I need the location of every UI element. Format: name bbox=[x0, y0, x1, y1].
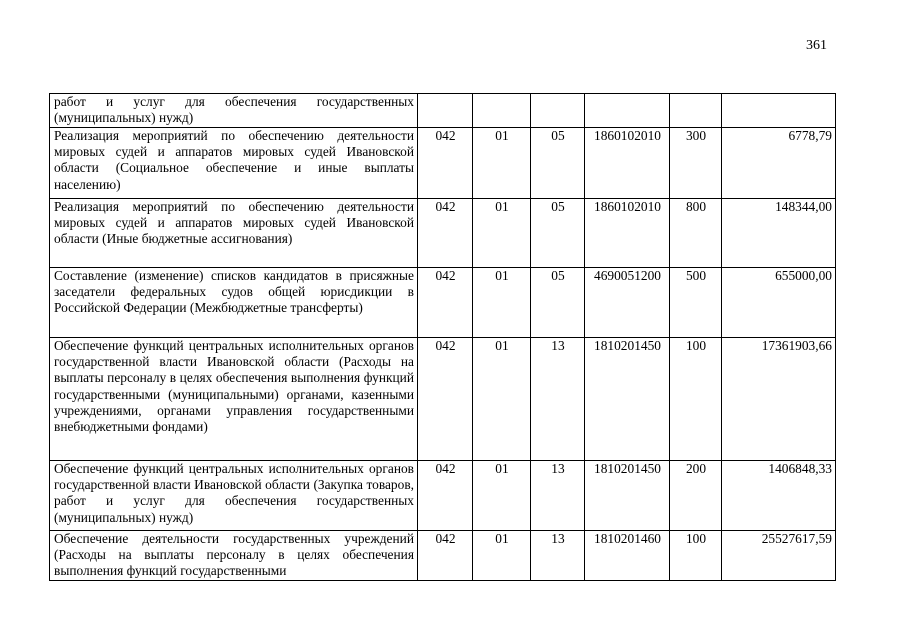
subsection-cell bbox=[531, 94, 585, 128]
row-description: Обеспечение функций центральных исполнительных органов государственной власти Ивановской области (Закупка товаров, работ и услуг для обеспечения государственных (муниципальных) нужд) bbox=[50, 461, 418, 531]
budget-table bbox=[49, 93, 836, 581]
expense-type-cell: 200 bbox=[670, 461, 722, 531]
amount-cell bbox=[722, 94, 836, 128]
section-cell: 01 bbox=[473, 128, 531, 199]
subsection-cell: 05 bbox=[531, 128, 585, 199]
amount-cell: 655000,00 bbox=[722, 268, 836, 338]
subsection-cell: 05 bbox=[531, 268, 585, 338]
table-row bbox=[50, 461, 836, 531]
target-code-cell: 1810201450 bbox=[585, 461, 670, 531]
table-row bbox=[50, 94, 836, 128]
admin-code-cell: 042 bbox=[418, 128, 473, 199]
section-cell: 01 bbox=[473, 531, 531, 581]
expense-type-cell bbox=[670, 94, 722, 128]
expense-type-cell: 100 bbox=[670, 531, 722, 581]
section-cell: 01 bbox=[473, 268, 531, 338]
subsection-cell: 13 bbox=[531, 531, 585, 581]
amount-cell: 148344,00 bbox=[722, 199, 836, 268]
admin-code-cell: 042 bbox=[418, 268, 473, 338]
admin-code-cell: 042 bbox=[418, 199, 473, 268]
expense-type-cell: 800 bbox=[670, 199, 722, 268]
row-description: Обеспечение деятельности государственных учреждений (Расходы на выплаты персоналу в целях обеспечения выполнения функций государственными bbox=[50, 531, 418, 581]
target-code-cell: 1810201450 bbox=[585, 338, 670, 461]
row-description: Составление (изменение) списков кандидатов в присяжные заседатели федеральных судов общей юрисдикции в Российской Федерации (Межбюджетные трансферты) bbox=[50, 268, 418, 338]
subsection-cell: 05 bbox=[531, 199, 585, 268]
expense-type-cell: 100 bbox=[670, 338, 722, 461]
admin-code-cell: 042 bbox=[418, 461, 473, 531]
subsection-cell: 13 bbox=[531, 461, 585, 531]
table-row bbox=[50, 199, 836, 268]
row-description: Реализация мероприятий по обеспечению деятельности мировых судей и аппаратов мировых судей Ивановской области (Иные бюджетные ассигнования) bbox=[50, 199, 418, 268]
table-row bbox=[50, 531, 836, 581]
table-row bbox=[50, 128, 836, 199]
admin-code-cell: 042 bbox=[418, 531, 473, 581]
row-description: Обеспечение функций центральных исполнительных органов государственной власти Ивановской области (Расходы на выплаты персоналу в целях обеспечения выполнения функций государственными (муниципальными) органами, казенными учреждениями, органами управления государственными внебюджетными фондами) bbox=[50, 338, 418, 461]
target-code-cell: 1810201460 bbox=[585, 531, 670, 581]
amount-cell: 17361903,66 bbox=[722, 338, 836, 461]
table-row bbox=[50, 268, 836, 338]
expense-type-cell: 300 bbox=[670, 128, 722, 199]
row-description: работ и услуг для обеспечения государственных (муниципальных) нужд) bbox=[50, 94, 418, 128]
target-code-cell: 1860102010 bbox=[585, 128, 670, 199]
amount-cell: 1406848,33 bbox=[722, 461, 836, 531]
section-cell: 01 bbox=[473, 199, 531, 268]
row-description: Реализация мероприятий по обеспечению деятельности мировых судей и аппаратов мировых судей Ивановской области (Социальное обеспечение и иные выплаты населению) bbox=[50, 128, 418, 199]
page-number: 361 bbox=[806, 38, 827, 53]
section-cell bbox=[473, 94, 531, 128]
section-cell: 01 bbox=[473, 461, 531, 531]
amount-cell: 6778,79 bbox=[722, 128, 836, 199]
section-cell: 01 bbox=[473, 338, 531, 461]
target-code-cell: 1860102010 bbox=[585, 199, 670, 268]
target-code-cell: 4690051200 bbox=[585, 268, 670, 338]
admin-code-cell bbox=[418, 94, 473, 128]
table-row bbox=[50, 338, 836, 461]
expense-type-cell: 500 bbox=[670, 268, 722, 338]
target-code-cell bbox=[585, 94, 670, 128]
admin-code-cell: 042 bbox=[418, 338, 473, 461]
amount-cell: 25527617,59 bbox=[722, 531, 836, 581]
subsection-cell: 13 bbox=[531, 338, 585, 461]
